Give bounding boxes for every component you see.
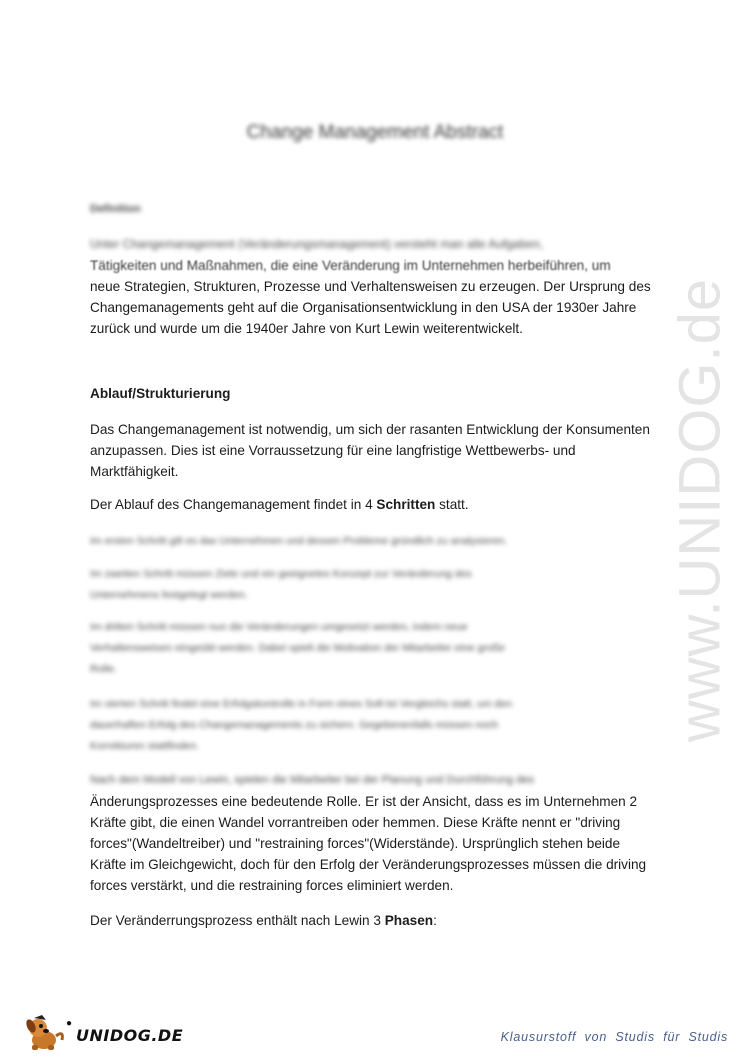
definition-line-5: zurück und wurde um die 1940er Jahre von Kurt Lewin weiterentwickelt. bbox=[90, 321, 523, 336]
step-4-line-3: Korrekturen stattfinden. bbox=[90, 740, 200, 752]
steps-sentence-bold: Schritten bbox=[376, 497, 436, 512]
step-4-line-2: dauerhaften Erfolg des Changemanagements zu sichern. Gegebenenfalls müssen noch bbox=[90, 719, 499, 731]
phases-sentence-post: : bbox=[433, 913, 437, 928]
step-3 bbox=[90, 617, 665, 680]
logo-text: UNIDOG.DE bbox=[76, 1026, 184, 1045]
ablauf-heading: Ablauf/Strukturierung bbox=[90, 386, 231, 401]
phases-sentence-pre: Der Veränderrungsprozess enthält nach Lewin 3 bbox=[90, 913, 385, 928]
definition-line-1: Unter Changemanagement (Veränderungsmanagement) versteht man alle Aufgaben, bbox=[90, 237, 543, 251]
step-1-line: Im ersten Schritt gilt es das Unternehmen und dessen Probleme gründlich zu analysieren. bbox=[90, 535, 508, 547]
step-4 bbox=[90, 694, 665, 757]
step-4-line-1: Im vierten Schritt findet eine Erfolgskontrolle in Form eines Soll-Ist Vergleichs statt, um den bbox=[90, 698, 512, 710]
step-2-line-1: Im zweiten Schritt müssen Ziele und ein geeignetes Konzept zur Veränderung des bbox=[90, 568, 472, 580]
definition-line-3: neue Strategien, Strukturen, Prozesse und Verhaltensweisen zu erzeugen. Der Ursprung des bbox=[90, 279, 651, 294]
definition-paragraph bbox=[90, 234, 665, 339]
watermark-text: www.UNIDOG.de bbox=[667, 277, 733, 743]
definition-line-2: Tätigkeiten und Maßnahmen, die eine Veränderung im Unternehmen herbeiführen, um bbox=[90, 258, 611, 273]
steps-sentence bbox=[90, 494, 665, 515]
lewin-line-6: forces verstärkt, und die restraining forces eliminiert werden. bbox=[90, 878, 454, 893]
ablauf-intro-line-1: Das Changemanagement ist notwendig, um sich der rasanten Entwicklung der Konsumenten bbox=[90, 422, 650, 437]
watermark bbox=[660, 277, 740, 743]
unidog-logo[interactable] bbox=[22, 1012, 184, 1052]
step-2-line-2: Unternehmens festgelegt werden. bbox=[90, 589, 248, 601]
paw-icon: ● bbox=[66, 1018, 73, 1029]
ablauf-intro bbox=[90, 419, 665, 482]
lewin-line-2: Änderungsprozesses eine bedeutende Rolle. Er ist der Ansicht, dass es im Unternehmen 2 bbox=[90, 794, 638, 809]
definition-line-4: Changemanagements geht auf die Organisationsentwicklung in den USA der 1930er Jahre bbox=[90, 300, 637, 315]
steps-sentence-pre: Der Ablauf des Changemanagement findet in 4 bbox=[90, 497, 377, 512]
lewin-line-4: forces"(Wandeltreiber) und "restraining forces"(Widerstände). Ursprünglich stehen beide bbox=[90, 836, 621, 851]
definition-heading: Definition bbox=[90, 203, 141, 215]
phases-sentence bbox=[90, 910, 665, 931]
step-1 bbox=[90, 531, 665, 552]
lewin-paragraph bbox=[90, 770, 665, 896]
dog-mascot-icon bbox=[22, 1012, 73, 1052]
footer-tagline bbox=[501, 1030, 728, 1044]
lewin-line-3: Kräfte gibt, die einen Wandel vorrantreiben oder hemmen. Diese Kräfte nennt er "driving bbox=[90, 815, 621, 830]
step-3-line-2: Verhaltensweisen eingeübt werden. Dabei spielt die Motivation der Mitarbeiter eine große bbox=[90, 642, 505, 654]
ablauf-intro-line-3: Marktfähigkeit. bbox=[90, 464, 179, 479]
step-3-line-1: Im dritten Schritt müssen nun die Veränderungen umgesetzt werden, indem neue bbox=[90, 621, 468, 633]
steps-sentence-post: statt. bbox=[435, 497, 469, 512]
step-2 bbox=[90, 564, 665, 606]
document-title: Change Management Abstract bbox=[246, 122, 504, 143]
step-3-line-3: Rolle. bbox=[90, 663, 117, 675]
phases-sentence-bold: Phasen bbox=[384, 913, 434, 928]
footer-tagline-text: Klausurstoff von Studis für Studis bbox=[500, 1030, 728, 1044]
ablauf-intro-line-2: anzupassen. Dies ist eine Vorraussetzung für eine langfristige Wettbewerbs- und bbox=[90, 443, 576, 458]
lewin-line-1: Nach dem Modell von Lewin, spielen die Mitarbeiter bei der Planung und Durchführung des bbox=[90, 774, 534, 786]
lewin-line-5: Kräfte im Gleichgewicht, doch für den Erfolg der Veränderungsprozesses müssen die driving bbox=[90, 857, 647, 872]
